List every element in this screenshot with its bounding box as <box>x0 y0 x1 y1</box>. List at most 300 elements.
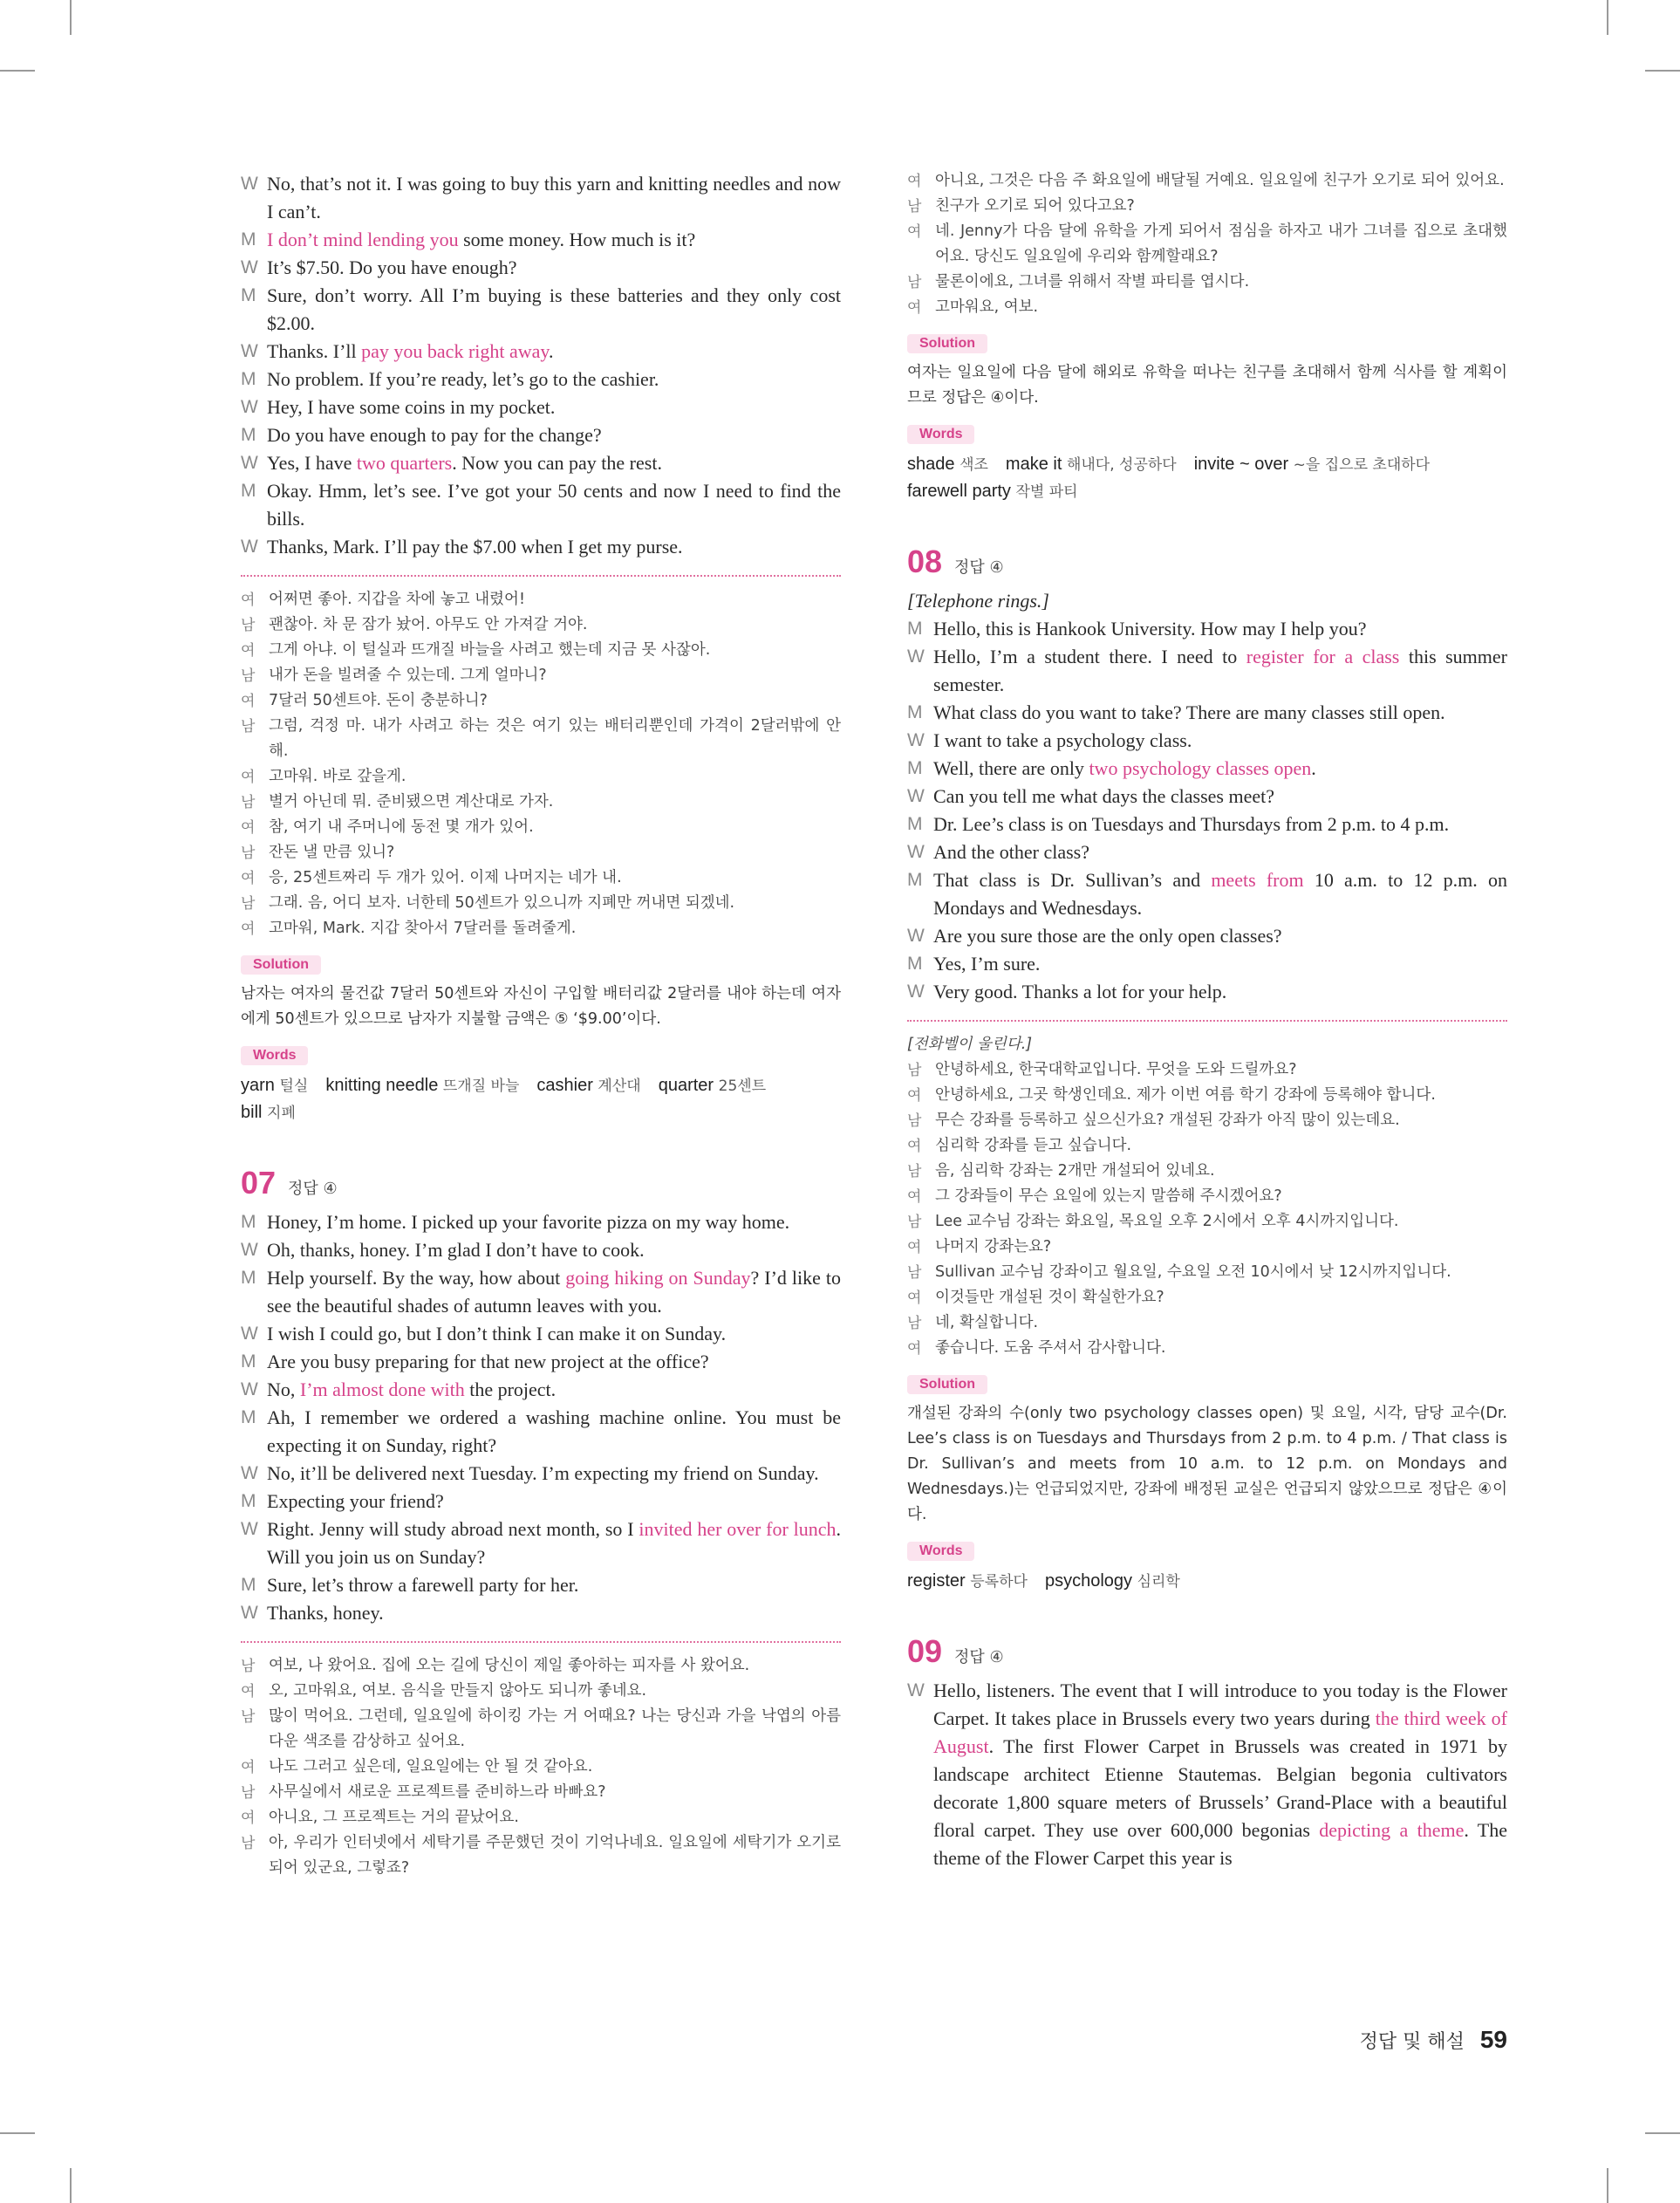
translation-text: 네. Jenny가 다음 달에 유학을 가게 되어서 점심을 하자고 내가 그녀를 집으로 초대했어요. 당신도 일요일에 우리와 함께할래요? <box>935 222 1507 265</box>
dialogue-line <box>241 1488 841 1515</box>
highlight-phrase: the third week of August <box>933 1707 1508 1757</box>
dialogue-text <box>933 643 1507 699</box>
translation-line <box>907 168 1507 194</box>
translation-line <box>907 295 1507 320</box>
dialogue-line <box>907 838 1507 866</box>
q06-solution: 남자는 여자의 물건값 7달러 50센트와 자신이 구입할 배터리값 2달러를 내야 하는데 여자에게 50센트가 있으므로 남자가 지불할 금액은 ⑤ ‘$9.00’이다. <box>241 985 841 1028</box>
dialogue-line <box>241 449 841 477</box>
speaker-label: M <box>241 481 256 501</box>
speaker-label: 여 <box>241 592 256 608</box>
speaker-label: 남 <box>241 718 256 735</box>
words-line <box>907 478 1507 505</box>
speaker-label: M <box>241 1351 256 1372</box>
translation-line <box>907 1336 1507 1361</box>
dialogue-text <box>267 1599 841 1627</box>
highlight-phrase: invited her over for lunch <box>639 1518 837 1540</box>
translation-text: 사무실에서 새로운 프로젝트를 준비하느라 바빠요? <box>269 1783 606 1801</box>
words-line <box>907 451 1507 478</box>
speaker-label: M <box>241 1575 256 1595</box>
translation-text: 그 강좌들이 무슨 요일에 있는지 말씀해 주시겠어요? <box>935 1187 1282 1205</box>
word-term: invite ~ over <box>1193 455 1294 474</box>
speaker-label: M <box>241 229 256 250</box>
speaker-label: 남 <box>907 198 922 215</box>
q07-solution: 여자는 일요일에 다음 달에 해외로 유학을 떠나는 친구를 초대해서 함께 식사를 할 계획이므로 정답은 ④이다. <box>907 364 1507 407</box>
speaker-label: W <box>907 1680 925 1700</box>
text-run: Honey, I’m home. I picked up your favorite pizza on my way home. <box>267 1211 790 1233</box>
text-run: Are you sure those are the only open classes? <box>933 925 1282 947</box>
speaker-label: 남 <box>241 617 256 633</box>
speaker-label: W <box>907 926 925 946</box>
translation-line <box>241 587 841 612</box>
text-run: Thanks, honey. <box>267 1602 384 1624</box>
q08-translation <box>907 1057 1507 1361</box>
dialogue-line <box>241 1404 841 1460</box>
translation-line <box>907 1285 1507 1310</box>
dialogue-line <box>907 699 1507 727</box>
highlight-phrase: going hiking on Sunday <box>565 1267 751 1289</box>
answer-label: 정답 ④ <box>288 1180 338 1198</box>
dialogue-text <box>267 1460 841 1488</box>
dialogue-text <box>267 421 841 449</box>
translation-line <box>241 891 841 916</box>
dialogue-line <box>907 727 1507 755</box>
translation-line <box>241 815 841 840</box>
translation-text: 아, 우리가 인터넷에서 세탁기를 주문했던 것이 기억나네요. 일요일에 세탁기가 오기로 되어 있군요, 그렇죠? <box>269 1834 841 1877</box>
q08-words <box>907 1568 1507 1595</box>
speaker-label: W <box>241 1519 258 1539</box>
word-meaning: 털실 <box>279 1078 309 1095</box>
speaker-label: W <box>907 982 925 1002</box>
text-run: Do you have enough to pay for the change? <box>267 424 602 446</box>
speaker-label: 남 <box>241 794 256 811</box>
speaker-label: 남 <box>241 895 256 912</box>
question-number: 08 <box>907 544 943 579</box>
translation-text: 아니요, 그 프로젝트는 거의 끝났어요. <box>269 1809 519 1826</box>
dialogue-text <box>933 755 1507 783</box>
word-meaning: 지폐 <box>267 1105 296 1122</box>
text-run: Yes, I have <box>267 452 357 474</box>
answer-label: 정답 ④ <box>954 1648 1004 1666</box>
speaker-label: 남 <box>907 1315 922 1331</box>
text-run: Ah, I remember we ordered a washing machine online. You must be expecting it on Sunday, right? <box>267 1406 841 1456</box>
text-run: Dr. Lee’s class is on Tuesdays and Thursdays from 2 p.m. to 4 p.m. <box>933 813 1450 835</box>
highlight-phrase: register for a class <box>1246 646 1400 667</box>
translation-line <box>241 865 841 891</box>
dialogue-text <box>933 783 1507 811</box>
dialogue-text <box>933 838 1507 866</box>
dialogue-text <box>933 699 1507 727</box>
translation-line <box>241 1679 841 1704</box>
translation-line <box>241 688 841 714</box>
highlight-phrase: two quarters <box>356 452 453 474</box>
dialogue-text <box>267 1488 841 1515</box>
highlight-phrase: meets from <box>1211 869 1304 891</box>
page-number: 59 <box>1479 2026 1507 2053</box>
translation-text: 어쩌면 좋아. 지갑을 차에 놓고 내렸어! <box>269 591 525 608</box>
text-run: Very good. Thanks a lot for your help. <box>933 981 1227 1002</box>
word-meaning: 계산대 <box>598 1078 641 1095</box>
translation-line <box>241 840 841 865</box>
q09-dialogue <box>907 1677 1507 1872</box>
dialogue-text <box>933 866 1507 922</box>
text-run: Are you busy preparing for that new project at the office? <box>267 1351 709 1372</box>
translation-text: 많이 먹어요. 그런데, 일요일에 하이킹 가는 거 어때요? 나는 당신과 가을 낙엽의 아름다운 색조를 감상하고 싶어요. <box>269 1707 841 1750</box>
speaker-label: M <box>241 1491 256 1511</box>
translation-line <box>241 1780 841 1805</box>
dialogue-text <box>267 477 841 533</box>
text-run: . Will you join us on Sunday? <box>267 1518 842 1568</box>
translation-line <box>907 1083 1507 1108</box>
dialogue-line <box>907 866 1507 922</box>
question-number: 07 <box>241 1165 277 1201</box>
word-meaning: 색조 <box>960 456 988 474</box>
dialogue-text <box>267 254 841 282</box>
dialogue-text <box>933 811 1507 838</box>
translation-text: 그게 아냐. 이 털실과 뜨개질 바늘을 사려고 했는데 지금 못 사잖아. <box>269 641 711 659</box>
dialogue-line <box>907 922 1507 950</box>
translation-line <box>907 1159 1507 1184</box>
answer-label: 정답 ④ <box>954 558 1004 577</box>
text-run: . <box>549 340 554 362</box>
text-run: . The first Flower Carpet in Brussels was created in 1971 by landscape architect Etienne Stautemas. Belgian begonia cultivators decorate 1,800 square meters of Brussels’ Grand-Place with a beautiful floral carpet. They use over 600,000 begonias <box>933 1735 1507 1841</box>
translation-line <box>907 219 1507 270</box>
speaker-label: 여 <box>241 769 256 785</box>
speaker-label: 여 <box>241 1759 256 1775</box>
translation-line <box>241 1653 841 1679</box>
word-term: knitting needle <box>325 1076 443 1095</box>
translation-text: 고마워, Mark. 지갑 찾아서 7달러를 돌려줄게. <box>269 920 577 937</box>
dialogue-text <box>933 615 1507 643</box>
text-run: Hello, this is Hankook University. How may I help you? <box>933 618 1367 640</box>
speaker-label: W <box>241 174 258 194</box>
question-number: 09 <box>907 1633 943 1669</box>
footer-label: 정답 및 해설 <box>1359 2031 1465 2053</box>
dialogue-line <box>241 421 841 449</box>
q07-dialogue <box>241 1208 841 1627</box>
translation-text: 참, 여기 내 주머니에 동전 몇 개가 있어. <box>269 818 534 836</box>
dialogue-line <box>241 1599 841 1627</box>
translation-line <box>241 916 841 941</box>
speaker-label: 여 <box>907 1340 922 1357</box>
q08-dialogue <box>907 615 1507 1006</box>
translation-text: 나도 그러고 싶은데, 일요일에는 안 될 것 같아요. <box>269 1758 593 1775</box>
separator <box>241 1641 841 1643</box>
translation-text: 친구가 오기로 되어 있다고요? <box>935 197 1135 215</box>
word-term: bill <box>241 1103 268 1122</box>
crop-mark <box>1645 70 1680 72</box>
text-run: Sure, let’s throw a farewell party for her. <box>267 1574 579 1596</box>
text-run: this summer semester. <box>933 646 1507 695</box>
speaker-label: W <box>241 397 258 417</box>
dialogue-line <box>907 643 1507 699</box>
highlight-phrase: two psychology classes open <box>1089 757 1312 779</box>
speaker-label: M <box>241 369 256 389</box>
speaker-label: 남 <box>907 1214 922 1230</box>
text-run: Thanks. I’ll <box>267 340 362 362</box>
words-line <box>241 1099 841 1126</box>
q07-translation-part1 <box>241 1653 841 1881</box>
q07-translation-part2 <box>907 168 1507 320</box>
speaker-label: 여 <box>907 299 922 316</box>
speaker-label: 여 <box>907 223 922 240</box>
translation-line <box>241 1704 841 1755</box>
translation-text: Sullivan 교수님 강좌이고 월요일, 수요일 오전 10시에서 낮 12시까지입니다. <box>935 1263 1451 1281</box>
translation-line <box>241 764 841 790</box>
speaker-label: M <box>241 1212 256 1232</box>
dialogue-line <box>907 811 1507 838</box>
translation-text: 별거 아닌데 뭐. 준비됐으면 계산대로 가자. <box>269 793 554 811</box>
translation-text: 7달러 50센트야. 돈이 충분하니? <box>269 692 488 709</box>
translation-line <box>907 1057 1507 1083</box>
dialogue-line <box>241 393 841 421</box>
dialogue-text <box>267 1264 841 1320</box>
dialogue-text <box>267 1348 841 1376</box>
dialogue-line <box>241 1208 841 1236</box>
translation-text: 여보, 나 왔어요. 집에 오는 길에 당신이 제일 좋아하는 피자를 사 왔어요. <box>269 1657 750 1674</box>
word-term: make it <box>1005 455 1067 474</box>
dialogue-text <box>267 1376 841 1404</box>
speaker-label: M <box>907 954 923 974</box>
text-run: Okay. Hmm, let’s see. I’ve got your 50 cents and now I need to find the bills. <box>267 480 841 530</box>
speaker-label: W <box>907 842 925 862</box>
translation-line <box>241 1805 841 1830</box>
text-run: No problem. If you’re ready, let’s go to the cashier. <box>267 368 659 390</box>
text-run: some money. How much is it? <box>458 229 696 250</box>
speaker-label: W <box>907 647 925 667</box>
translation-text: 그래. 음, 어디 보자. 너한테 50센트가 있으니까 지폐만 꺼내면 되겠네. <box>269 894 735 912</box>
speaker-label: 남 <box>241 667 256 684</box>
text-run: ? I’d like to see the beautiful shades of autumn leaves with you. <box>267 1267 841 1317</box>
word-term: register <box>907 1571 971 1591</box>
text-run: What class do you want to take? There are many classes still open. <box>933 701 1445 723</box>
text-run: Oh, thanks, honey. I’m glad I don’t have to cook. <box>267 1239 645 1261</box>
translation-line <box>241 663 841 688</box>
text-run: Hey, I have some coins in my pocket. <box>267 396 556 418</box>
translation-line <box>907 1184 1507 1209</box>
text-run: And the other class? <box>933 841 1089 863</box>
dialogue-line <box>241 1320 841 1348</box>
text-run: Thanks, Mark. I’ll pay the $7.00 when I get my purse. <box>267 536 683 558</box>
speaker-label: W <box>241 1379 258 1399</box>
dialogue-line <box>241 1264 841 1320</box>
translation-text: 음, 심리학 강좌는 2개만 개설되어 있네요. <box>935 1162 1215 1180</box>
q06-translation <box>241 587 841 941</box>
word-term: shade <box>907 455 960 474</box>
word-meaning: 해내다, 성공하다 <box>1066 456 1177 474</box>
text-run: No, it’ll be delivered next Tuesday. I’m expecting my friend on Sunday. <box>267 1462 819 1484</box>
text-run: It’s $7.50. Do you have enough? <box>267 257 517 278</box>
word-meaning: 뜨개질 바늘 <box>442 1078 520 1095</box>
translation-text: 잔돈 낼 만큼 있니? <box>269 844 395 861</box>
speaker-label: 여 <box>907 173 922 189</box>
text-run: Well, there are only <box>933 757 1089 779</box>
crop-mark <box>1607 0 1608 35</box>
speaker-label: 여 <box>241 642 256 659</box>
dialogue-text <box>267 1236 841 1264</box>
speaker-label: W <box>241 1463 258 1483</box>
speaker-label: M <box>241 285 256 305</box>
translation-text: 네, 확실합니다. <box>935 1314 1039 1331</box>
dialogue-text <box>267 393 841 421</box>
highlight-phrase: I don’t mind lending you <box>267 229 459 250</box>
text-run: Hello, listeners. The event that I will introduce to you today is the Flower Carpet. It takes place in Brussels every two years during <box>933 1680 1507 1729</box>
speaker-label: 남 <box>907 1264 922 1281</box>
speaker-label: 여 <box>241 819 256 836</box>
separator <box>241 575 841 577</box>
translation-line <box>907 1108 1507 1133</box>
words-line <box>241 1072 841 1099</box>
left-column <box>241 170 841 1881</box>
speaker-label: M <box>241 1407 256 1427</box>
word-meaning: 25센트 <box>718 1078 767 1095</box>
dialogue-line <box>241 1236 841 1264</box>
dialogue-line <box>241 366 841 393</box>
text-run: No, <box>267 1379 300 1400</box>
dialogue-text <box>933 727 1507 755</box>
q08-header <box>907 544 1507 580</box>
q06-words <box>241 1072 841 1126</box>
translation-line <box>241 638 841 663</box>
dialogue-text <box>267 1571 841 1599</box>
dialogue-text <box>267 1515 841 1571</box>
word-term: farewell party <box>907 482 1016 501</box>
translation-line <box>907 1235 1507 1260</box>
dialogue-line <box>241 254 841 282</box>
translation-line <box>241 1755 841 1780</box>
dialogue-text <box>267 533 841 561</box>
speaker-label: 남 <box>907 1163 922 1180</box>
speaker-label: W <box>241 1240 258 1260</box>
dialogue-text <box>267 449 841 477</box>
speaker-label: M <box>907 870 923 890</box>
solution-label: Solution <box>907 1375 987 1394</box>
speaker-label: 여 <box>241 1810 256 1826</box>
translation-text: 괜찮아. 차 문 잠가 놨어. 아무도 안 가져갈 거야. <box>269 616 588 633</box>
translation-line <box>241 612 841 638</box>
word-meaning: 등록하다 <box>970 1573 1028 1591</box>
dialogue-line <box>907 783 1507 811</box>
translation-line <box>907 1260 1507 1285</box>
speaker-label: W <box>241 453 258 473</box>
speaker-label: W <box>907 786 925 806</box>
translation-text: 그럼, 걱정 마. 내가 사려고 하는 것은 여기 있는 배터리뿐인데 가격이 2달러밖에 안 해. <box>269 717 841 760</box>
word-meaning: ~을 집으로 초대하다 <box>1293 456 1431 474</box>
speaker-label: W <box>241 537 258 557</box>
translation-text: 안녕하세요, 한국대학교입니다. 무엇을 도와 드릴까요? <box>935 1061 1297 1078</box>
dialogue-text <box>267 366 841 393</box>
speaker-label: W <box>241 1603 258 1623</box>
dialogue-line <box>907 950 1507 978</box>
q06-dialogue <box>241 170 841 561</box>
crop-mark <box>1645 2132 1680 2134</box>
dialogue-line <box>241 1515 841 1571</box>
speaker-label: W <box>907 730 925 750</box>
speaker-label: M <box>907 702 923 722</box>
solution-label: Solution <box>241 955 321 975</box>
dialogue-line <box>241 1460 841 1488</box>
crop-mark <box>1607 2168 1608 2203</box>
speaker-label: 여 <box>241 870 256 886</box>
highlight-phrase: I’m almost done with <box>299 1379 465 1400</box>
translation-text: 물론이에요, 그녀를 위해서 작별 파티를 엽시다. <box>935 273 1250 291</box>
speaker-label: M <box>241 425 256 445</box>
text-run: I wish I could go, but I don’t think I can make it on Sunday. <box>267 1323 727 1344</box>
dialogue-line <box>241 1348 841 1376</box>
text-run: That class is Dr. Sullivan’s and <box>933 869 1212 891</box>
words-line <box>907 1568 1507 1595</box>
crop-mark <box>0 70 35 72</box>
word-term: yarn <box>241 1076 280 1095</box>
speaker-label: 여 <box>907 1138 922 1154</box>
speaker-label: 남 <box>241 1658 256 1674</box>
translation-text: 안녕하세요, 그곳 학생인데요. 제가 이번 여름 학기 강좌에 등록해야 합니다. <box>935 1086 1436 1104</box>
words-label: Words <box>907 425 974 444</box>
text-run: Expecting your friend? <box>267 1490 444 1512</box>
dialogue-line <box>241 1376 841 1404</box>
translation-line <box>907 1133 1507 1159</box>
dialogue-line <box>241 1571 841 1599</box>
dialogue-text <box>267 1320 841 1348</box>
speaker-label: 여 <box>907 1239 922 1255</box>
dialogue-line <box>241 282 841 338</box>
text-run: . <box>1311 757 1316 779</box>
speaker-label: W <box>241 257 258 277</box>
q08-solution: 개설된 강좌의 수(only two psychology classes open) 및 요일, 시각, 담당 교수(Dr. Lee’s class is on Tuesdays and Thursdays from 2 p.m. to 4 p.m. / That class is Dr. Sullivan’s and meets from 10 a.m. to 12 p.m. on Mondays and Wednesdays.)는 언급되었지만, 강좌에 배정된 교실은 언급되지 않았으므로 정답은 ④이다. <box>907 1405 1507 1523</box>
text-run: . The theme of the Flower Carpet this year is <box>933 1819 1507 1869</box>
crop-mark <box>70 0 72 35</box>
translation-line <box>241 714 841 764</box>
dialogue-line <box>241 533 841 561</box>
translation-text: Lee 교수님 강좌는 화요일, 목요일 오후 2시에서 오후 4시까지입니다. <box>935 1213 1399 1230</box>
translation-line <box>907 270 1507 295</box>
dialogue-line <box>241 226 841 254</box>
q07-words <box>907 451 1507 505</box>
speaker-label: 여 <box>241 1683 256 1700</box>
text-run: . Now you can pay the rest. <box>452 452 662 474</box>
text-run: Yes, I’m sure. <box>933 953 1041 975</box>
separator <box>907 1020 1507 1022</box>
speaker-label: M <box>907 619 923 639</box>
translation-line <box>907 194 1507 219</box>
speaker-label: 여 <box>241 920 256 937</box>
dialogue-text <box>267 170 841 226</box>
text-run: Help yourself. By the way, how about <box>267 1267 566 1289</box>
translation-text: 심리학 강좌를 듣고 싶습니다. <box>935 1137 1132 1154</box>
words-label: Words <box>241 1046 308 1065</box>
dialogue-text <box>267 226 841 254</box>
translation-line <box>907 1310 1507 1336</box>
dialogue-text <box>933 978 1507 1006</box>
speaker-label: M <box>241 1268 256 1288</box>
speaker-label: 남 <box>907 1062 922 1078</box>
translation-text: 오, 고마워요, 여보. 음식을 만들지 않아도 되니까 좋네요. <box>269 1682 647 1700</box>
speaker-label: 남 <box>907 274 922 291</box>
dialogue-text <box>267 1404 841 1460</box>
crop-mark <box>70 2168 72 2203</box>
text-run: Right. Jenny will study abroad next month, so I <box>267 1518 639 1540</box>
translation-text: 나머지 강좌는요? <box>935 1238 1052 1255</box>
text-run: No, that’s not it. I was going to buy this yarn and knitting needles and now I can’t. <box>267 173 841 222</box>
dialogue-text <box>267 282 841 338</box>
dialogue-line <box>241 338 841 366</box>
translation-text: 고마워요, 여보. <box>935 298 1039 316</box>
dialogue-text <box>933 922 1507 950</box>
translation-text: 응, 25센트짜리 두 개가 있어. 이제 나머지는 네가 내. <box>269 869 622 886</box>
dialogue-text <box>933 1677 1507 1872</box>
dialogue-line <box>907 1677 1507 1872</box>
right-column <box>907 168 1507 1872</box>
stage-direction: [Telephone rings.] <box>907 590 1049 612</box>
